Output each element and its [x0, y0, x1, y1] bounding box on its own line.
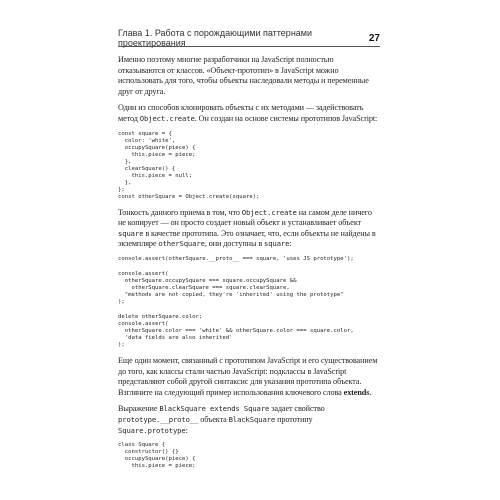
code-block-proto-assert: console.assert(otherSquare.__proto__ === square, 'uses JS prototype'); [118, 255, 354, 262]
paragraph-3-text-5: : [289, 239, 292, 249]
paragraph-3 [118, 208, 380, 250]
inline-code-other-square: otherSquare [158, 239, 205, 249]
paragraph-1: Именно поэтому многие разработчики на JavaScript полностью отказываются от классов. «Объект-прототип» в JavaScript можно использовать для того, чтобы объекты наследовали методы и переменные друг от друга. [118, 55, 369, 96]
running-head: Глава 1. Работа с порождающими паттернами проектирования [118, 28, 313, 48]
paragraph-3-text-1: Тонкость данного приема в том, что [118, 207, 242, 217]
paragraph-4 [118, 356, 380, 398]
code-block-class-square: class Square { constructor() {} occupySquare(piece) { this.piece = piece; [118, 442, 196, 470]
paragraph-5-text-3: объекта [198, 414, 229, 424]
paragraph-5-text-4: прототипу [275, 414, 313, 424]
header-rule [118, 46, 380, 47]
inline-code-object-create-2: Object.create [241, 207, 297, 217]
inline-code-square-prototype: Square.prototype [118, 425, 186, 435]
paragraph-3-text-2: на самом деле ничего не копирует — он просто создает новый объект и устанавливает объект [118, 207, 372, 228]
keyword-extends: extends [343, 387, 370, 397]
paragraph-2 [118, 103, 380, 124]
paragraph-3-text-3: в качестве прототипа. Это означает, что, если объекты не найдены в экземпляре [118, 228, 376, 249]
code-block-square-object: const square = { color: 'white', occupySquare(piece) { this.piece = piece; }, clearSquare() { this.piece = null; }, }; const otherSquare = Object.create(square); [118, 130, 260, 200]
inline-code-object-create: Object.create [139, 113, 195, 123]
inline-code-square-2: square [264, 239, 290, 249]
paragraph-2-text-b: . Он создан на основе системы прототипов JavaScript: [194, 113, 378, 123]
paragraph-5 [118, 404, 380, 436]
paragraph-3-text-4: , они доступны в [204, 239, 265, 249]
paragraph-5-text-5: : [185, 425, 188, 435]
page-header [118, 28, 380, 48]
paragraph-5-text-2: задает свойство [269, 404, 325, 414]
page-body [118, 55, 380, 470]
inline-code-extends-expr: BlackSquare extends Square [159, 404, 270, 414]
paragraph-4-text-1: Еще один момент, связанный с прототипом JavaScript и его существованием до того, как классы стали частью JavaScript: подклассы в JavaScript представляют собой другой синтаксис для указания прототипа объекта. Взгляните на следующий пример использования ключевого слова [118, 355, 378, 397]
inline-code-black-square: BlackSquare [228, 414, 276, 424]
code-block-methods-assert: console.assert( otherSquare.occupySquare === square.occupySquare && otherSquare.clearSquare === square.clearSquare, "methods are not copied, they're 'inherited' using the prototype" ); [118, 270, 344, 305]
paragraph-4-text-2: . [369, 387, 372, 397]
inline-code-square: square [118, 228, 144, 238]
code-block-delete-color: delete otherSquare.color; console.assert( otherSquare.color === 'white' && otherSquare.color === square.color, 'data fields are also inherited' ); [118, 313, 354, 348]
paragraph-5-text-1: Выражение [118, 404, 160, 414]
page-number: 27 [368, 32, 380, 44]
paragraph-2-text-a: Один из способов клонировать объекты с их методами — задействовать метод [118, 103, 364, 123]
inline-code-prototype-proto: prototype.__proto__ [118, 414, 199, 424]
